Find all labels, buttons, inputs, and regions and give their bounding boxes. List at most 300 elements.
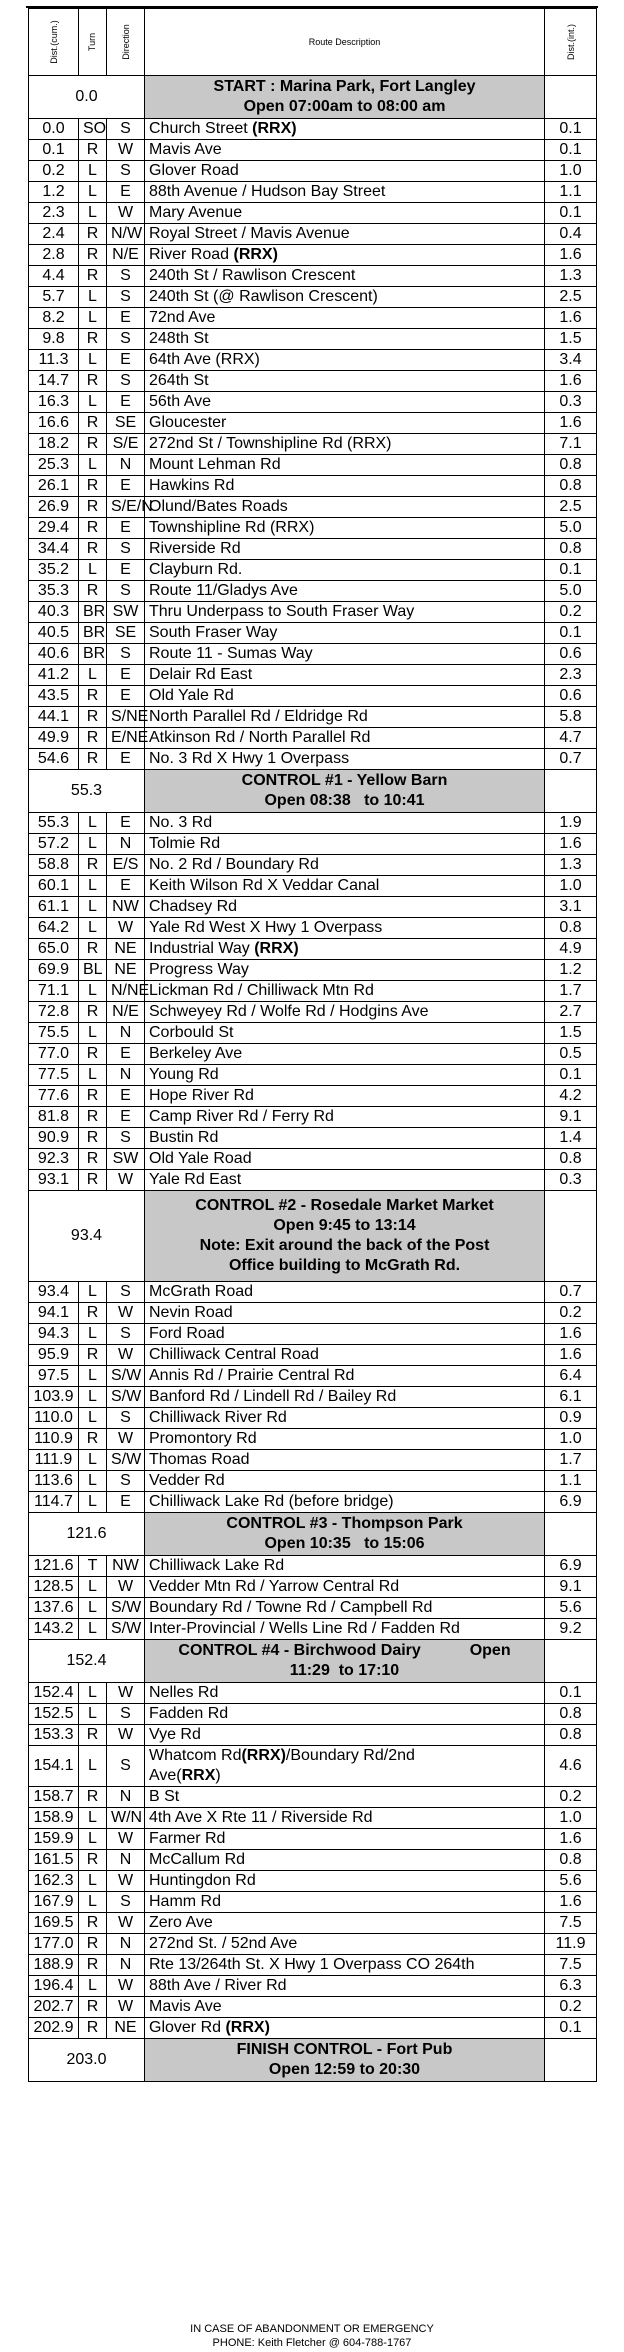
turn: R	[79, 2018, 107, 2039]
direction: S	[107, 1282, 145, 1303]
cum-distance: 16.3	[29, 392, 79, 413]
direction: N	[107, 1023, 145, 1044]
table-row	[29, 707, 597, 728]
route-description	[145, 1577, 545, 1598]
direction: E	[107, 813, 145, 834]
cum-distance: 44.1	[29, 707, 79, 728]
control-line: Office building to McGrath Rd.	[228, 1257, 461, 1274]
interval-distance: 0.7	[545, 1282, 597, 1303]
route-text: Townshipline Rd (RRX)	[149, 519, 315, 536]
table-row	[29, 1065, 597, 1086]
route-text: No. 3 Rd X Hwy 1 Overpass	[149, 750, 350, 767]
cum-distance: 202.7	[29, 1997, 79, 2018]
route-description	[145, 1471, 545, 1492]
cum-distance: 35.3	[29, 581, 79, 602]
cum-distance: 72.8	[29, 1002, 79, 1023]
route-text: 248th St	[149, 330, 209, 347]
route-description	[145, 1023, 545, 1044]
direction: S	[107, 1471, 145, 1492]
cum-distance: 69.9	[29, 960, 79, 981]
header-turn: Turn	[79, 9, 107, 76]
cum-distance: 103.9	[29, 1387, 79, 1408]
table-row	[29, 1002, 597, 1023]
cum-distance: 40.5	[29, 623, 79, 644]
footer-emergency-line: IN CASE OF ABANDONMENT OR EMERGENCY	[190, 2323, 434, 2335]
turn: R	[79, 413, 107, 434]
route-description	[145, 1492, 545, 1513]
route-text: Corbould St	[149, 1024, 234, 1041]
route-text: Chilliwack River Rd	[149, 1409, 287, 1426]
direction: N/W	[107, 224, 145, 245]
control-cum-distance: 121.6	[29, 1513, 145, 1556]
interval-distance: 9.1	[545, 1107, 597, 1128]
route-text: Nelles Rd	[149, 1684, 219, 1701]
interval-distance: 9.2	[545, 1619, 597, 1640]
route-text: Zero Ave	[149, 1914, 213, 1931]
turn: R	[79, 1107, 107, 1128]
route-text: Tolmie Rd	[149, 835, 221, 852]
turn: R	[79, 749, 107, 770]
route-description	[145, 2018, 545, 2039]
turn: L	[79, 1683, 107, 1704]
turn: L	[79, 1408, 107, 1429]
route-description	[145, 960, 545, 981]
turn: R	[79, 476, 107, 497]
cum-distance: 152.5	[29, 1704, 79, 1725]
direction: E	[107, 560, 145, 581]
turn: L	[79, 1577, 107, 1598]
direction: S	[107, 1408, 145, 1429]
table-row	[29, 981, 597, 1002]
route-text: 272nd St. / 52nd Ave	[149, 1935, 298, 1952]
direction: E	[107, 1492, 145, 1513]
route-description	[145, 1997, 545, 2018]
table-row	[29, 1170, 597, 1191]
route-description	[145, 1366, 545, 1387]
control-dist-int	[545, 76, 597, 119]
turn: BL	[79, 960, 107, 981]
footer	[0, 2322, 624, 2350]
table-row	[29, 1850, 597, 1871]
route-text: Thru Underpass to South Fraser Way	[149, 603, 415, 620]
table-row	[29, 1387, 597, 1408]
route-text: River Road	[149, 246, 234, 263]
route-description	[145, 1408, 545, 1429]
direction: S	[107, 371, 145, 392]
direction: S	[107, 329, 145, 350]
turn: L	[79, 560, 107, 581]
route-description	[145, 329, 545, 350]
direction: N	[107, 834, 145, 855]
interval-distance: 6.1	[545, 1387, 597, 1408]
interval-distance: 0.9	[545, 1408, 597, 1429]
direction: S	[107, 1704, 145, 1725]
direction: NE	[107, 939, 145, 960]
table-row	[29, 140, 597, 161]
cum-distance: 95.9	[29, 1345, 79, 1366]
interval-distance: 0.1	[545, 2018, 597, 2039]
route-text: 88th Ave / River Rd	[149, 1977, 287, 1994]
control-description	[145, 76, 545, 119]
table-row	[29, 581, 597, 602]
direction: S/NE	[107, 707, 145, 728]
route-description	[145, 1829, 545, 1850]
table-row	[29, 371, 597, 392]
interval-distance: 0.2	[545, 602, 597, 623]
cum-distance: 14.7	[29, 371, 79, 392]
control-description	[145, 2039, 545, 2082]
direction: E	[107, 392, 145, 413]
direction: W	[107, 140, 145, 161]
table-row	[29, 1366, 597, 1387]
table-row	[29, 1725, 597, 1746]
table-row	[29, 476, 597, 497]
table-row	[29, 1471, 597, 1492]
table-row	[29, 1408, 597, 1429]
route-text: Old Yale Rd	[149, 687, 234, 704]
direction: S/E	[107, 434, 145, 455]
route-description	[145, 371, 545, 392]
route-description	[145, 623, 545, 644]
route-text: Promontory Rd	[149, 1430, 257, 1447]
cum-distance: 162.3	[29, 1871, 79, 1892]
interval-distance: 1.6	[545, 308, 597, 329]
table-row	[29, 1044, 597, 1065]
turn: R	[79, 1044, 107, 1065]
turn: R	[79, 1725, 107, 1746]
table-row	[29, 224, 597, 245]
interval-distance: 0.2	[545, 1787, 597, 1808]
cum-distance: 90.9	[29, 1128, 79, 1149]
route-text: Glover Road	[149, 162, 239, 179]
table-row	[29, 1282, 597, 1303]
table-row	[29, 1492, 597, 1513]
control-cum-distance: 152.4	[29, 1640, 145, 1683]
route-description	[145, 728, 545, 749]
cum-distance: 159.9	[29, 1829, 79, 1850]
control-cum-distance: 0.0	[29, 76, 145, 119]
cum-distance: 167.9	[29, 1892, 79, 1913]
route-description	[145, 813, 545, 834]
interval-distance: 0.1	[545, 560, 597, 581]
route-description	[145, 1387, 545, 1408]
route-description	[145, 855, 545, 876]
cum-distance: 2.3	[29, 203, 79, 224]
cum-distance: 64.2	[29, 918, 79, 939]
interval-distance: 3.1	[545, 897, 597, 918]
direction: SE	[107, 623, 145, 644]
route-text: Bustin Rd	[149, 1129, 219, 1146]
cum-distance: 35.2	[29, 560, 79, 581]
interval-distance: 1.9	[545, 813, 597, 834]
route-text: No. 3 Rd	[149, 814, 213, 831]
interval-distance: 7.5	[545, 1913, 597, 1934]
table-row	[29, 623, 597, 644]
turn: BR	[79, 623, 107, 644]
table-row	[29, 308, 597, 329]
interval-distance: 4.7	[545, 728, 597, 749]
table-row	[29, 455, 597, 476]
cum-distance: 97.5	[29, 1366, 79, 1387]
interval-distance: 0.5	[545, 1044, 597, 1065]
table-row	[29, 1913, 597, 1934]
route-text: 56th Ave	[149, 393, 211, 410]
interval-distance: 0.8	[545, 1704, 597, 1725]
direction: SE	[107, 413, 145, 434]
route-description	[145, 1556, 545, 1577]
route-description	[145, 1704, 545, 1725]
route-text: 64th Ave (RRX)	[149, 351, 260, 368]
cum-distance: 57.2	[29, 834, 79, 855]
cum-distance: 143.2	[29, 1619, 79, 1640]
table-row	[29, 834, 597, 855]
route-text: Rte 13/264th St. X Hwy 1 Overpass CO 264th	[149, 1956, 475, 1973]
table-row	[29, 665, 597, 686]
turn: L	[79, 287, 107, 308]
direction: SW	[107, 602, 145, 623]
turn: R	[79, 1128, 107, 1149]
route-text: McCallum Rd	[149, 1851, 246, 1868]
header-dist-int: Dist.(int.)	[545, 9, 597, 76]
cum-distance: 77.0	[29, 1044, 79, 1065]
direction: W	[107, 1997, 145, 2018]
control-cum-distance: 203.0	[29, 2039, 145, 2082]
interval-distance: 1.6	[545, 413, 597, 434]
direction: W	[107, 1976, 145, 1997]
turn: L	[79, 1829, 107, 1850]
direction: N	[107, 1850, 145, 1871]
table-row	[29, 749, 597, 770]
control-dist-int	[545, 1640, 597, 1683]
direction: S/W	[107, 1366, 145, 1387]
interval-distance: 9.1	[545, 1577, 597, 1598]
interval-distance: 5.6	[545, 1871, 597, 1892]
cum-distance: 110.0	[29, 1408, 79, 1429]
turn: R	[79, 855, 107, 876]
turn: L	[79, 392, 107, 413]
control-line: 11:29 to 17:10	[289, 1662, 400, 1679]
table-row	[29, 602, 597, 623]
interval-distance: 1.6	[545, 371, 597, 392]
interval-distance: 1.6	[545, 1324, 597, 1345]
turn: R	[79, 266, 107, 287]
table-row	[29, 497, 597, 518]
interval-distance: 0.8	[545, 1725, 597, 1746]
control-row	[29, 76, 597, 119]
route-description	[145, 560, 545, 581]
table-row	[29, 1107, 597, 1128]
interval-distance: 0.8	[545, 539, 597, 560]
cum-distance: 111.9	[29, 1450, 79, 1471]
direction: W	[107, 1913, 145, 1934]
turn: L	[79, 1598, 107, 1619]
route-text: Riverside Rd	[149, 540, 241, 557]
cum-distance: 18.2	[29, 434, 79, 455]
interval-distance: 0.3	[545, 392, 597, 413]
route-text: Huntingdon Rd	[149, 1872, 256, 1889]
interval-distance: 0.1	[545, 140, 597, 161]
route-description	[145, 455, 545, 476]
cum-distance: 152.4	[29, 1683, 79, 1704]
route-description	[145, 581, 545, 602]
route-text: 272nd St / Townshipline Rd (RRX)	[149, 435, 392, 452]
turn: R	[79, 1345, 107, 1366]
cum-distance: 158.7	[29, 1787, 79, 1808]
direction: W	[107, 1577, 145, 1598]
direction: S/W	[107, 1598, 145, 1619]
direction: S	[107, 644, 145, 665]
route-description	[145, 1044, 545, 1065]
direction: S	[107, 119, 145, 140]
route-text: Ford Road	[149, 1325, 225, 1342]
direction: N/E	[107, 1002, 145, 1023]
cum-distance: 93.4	[29, 1282, 79, 1303]
route-text: 240th St / Rawlison Crescent	[149, 267, 356, 284]
cum-distance: 2.8	[29, 245, 79, 266]
route-description	[145, 1892, 545, 1913]
route-text: Vedder Rd	[149, 1472, 225, 1489]
route-text: Glover Rd	[149, 2019, 226, 2036]
table-row	[29, 1808, 597, 1829]
control-line: Open 12:59 to 20:30	[268, 2061, 421, 2078]
cum-distance: 158.9	[29, 1808, 79, 1829]
interval-distance: 0.8	[545, 476, 597, 497]
table-row	[29, 2018, 597, 2039]
direction: E	[107, 182, 145, 203]
cum-distance: 4.4	[29, 266, 79, 287]
cum-distance: 5.7	[29, 287, 79, 308]
interval-distance: 4.9	[545, 939, 597, 960]
cum-distance: 94.3	[29, 1324, 79, 1345]
table-row	[29, 960, 597, 981]
direction: E	[107, 665, 145, 686]
direction: E	[107, 749, 145, 770]
direction: S	[107, 1746, 145, 1787]
cum-distance: 188.9	[29, 1955, 79, 1976]
table-row	[29, 1345, 597, 1366]
turn: SO	[79, 119, 107, 140]
table-row	[29, 1450, 597, 1471]
turn: R	[79, 728, 107, 749]
control-line: FINISH CONTROL - Fort Pub	[236, 2041, 453, 2058]
route-text: /Boundary Rd/2nd	[285, 1747, 415, 1764]
route-text: Delair Rd East	[149, 666, 253, 683]
cum-distance: 65.0	[29, 939, 79, 960]
cum-distance: 75.5	[29, 1023, 79, 1044]
direction: W	[107, 1170, 145, 1191]
interval-distance: 1.2	[545, 960, 597, 981]
turn: L	[79, 1976, 107, 1997]
table-row	[29, 182, 597, 203]
table-row	[29, 686, 597, 707]
direction: S	[107, 287, 145, 308]
direction: E	[107, 1107, 145, 1128]
route-description	[145, 434, 545, 455]
direction: W	[107, 1303, 145, 1324]
turn: L	[79, 1023, 107, 1044]
turn: R	[79, 329, 107, 350]
interval-distance: 3.4	[545, 350, 597, 371]
direction: W	[107, 1345, 145, 1366]
route-text: 240th St (@ Rawlison Crescent)	[149, 288, 378, 305]
route-text: Route 11/Gladys Ave	[149, 582, 298, 599]
route-text: Hope River Rd	[149, 1087, 254, 1104]
cum-distance: 202.9	[29, 2018, 79, 2039]
interval-distance: 0.2	[545, 1997, 597, 2018]
interval-distance: 0.1	[545, 1683, 597, 1704]
turn: L	[79, 1704, 107, 1725]
table-row	[29, 1997, 597, 2018]
route-description	[145, 140, 545, 161]
table-row	[29, 1556, 597, 1577]
interval-distance: 6.9	[545, 1556, 597, 1577]
route-text: Annis Rd / Prairie Central Rd	[149, 1367, 355, 1384]
turn: R	[79, 434, 107, 455]
turn: R	[79, 1850, 107, 1871]
route-text: Nevin Road	[149, 1304, 233, 1321]
cum-distance: 61.1	[29, 897, 79, 918]
turn: R	[79, 581, 107, 602]
route-description	[145, 392, 545, 413]
cum-distance: 114.7	[29, 1492, 79, 1513]
route-text: Yale Rd East	[149, 1171, 242, 1188]
turn: L	[79, 1808, 107, 1829]
cum-distance: 71.1	[29, 981, 79, 1002]
direction: W	[107, 1829, 145, 1850]
turn: R	[79, 1170, 107, 1191]
turn: BR	[79, 602, 107, 623]
route-description	[145, 665, 545, 686]
route-description	[145, 119, 545, 140]
route-description	[145, 1598, 545, 1619]
direction: E/S	[107, 855, 145, 876]
direction: N	[107, 1065, 145, 1086]
direction: W/N	[107, 1808, 145, 1829]
route-text: Fadden Rd	[149, 1705, 229, 1722]
cum-distance: 26.9	[29, 497, 79, 518]
route-text: (RRX)	[252, 120, 297, 137]
turn: R	[79, 1787, 107, 1808]
route-text: Mavis Ave	[149, 141, 222, 158]
route-description	[145, 1345, 545, 1366]
turn: L	[79, 455, 107, 476]
table-row	[29, 939, 597, 960]
interval-distance: 1.0	[545, 1429, 597, 1450]
interval-distance: 1.6	[545, 1892, 597, 1913]
cum-distance: 34.4	[29, 539, 79, 560]
control-description	[145, 1513, 545, 1556]
interval-distance: 7.1	[545, 434, 597, 455]
route-description	[145, 1282, 545, 1303]
control-description	[145, 770, 545, 813]
direction: S	[107, 266, 145, 287]
control-dist-int	[545, 1191, 597, 1282]
control-description	[145, 1191, 545, 1282]
route-text: Inter-Provincial / Wells Line Rd / Fadden Rd	[149, 1620, 460, 1637]
route-description	[145, 203, 545, 224]
route-description	[145, 1086, 545, 1107]
interval-distance: 4.2	[545, 1086, 597, 1107]
turn: R	[79, 1303, 107, 1324]
turn: BR	[79, 644, 107, 665]
route-description	[145, 287, 545, 308]
interval-distance: 1.5	[545, 329, 597, 350]
cum-distance: 0.2	[29, 161, 79, 182]
turn: L	[79, 897, 107, 918]
cum-distance: 196.4	[29, 1976, 79, 1997]
route-description	[145, 1170, 545, 1191]
interval-distance: 6.4	[545, 1366, 597, 1387]
